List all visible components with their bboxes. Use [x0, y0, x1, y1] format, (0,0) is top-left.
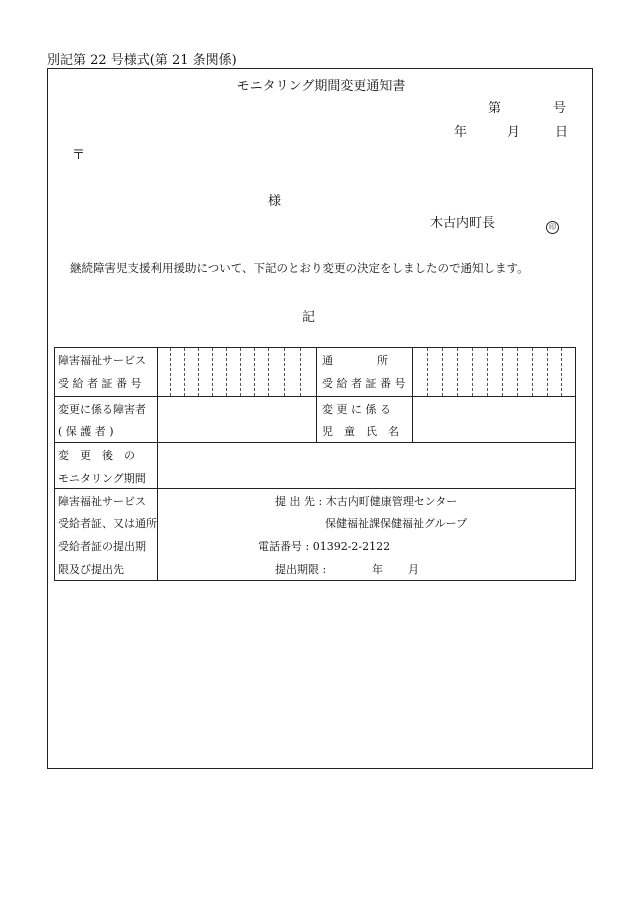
- row1-mid-label-line1: 通 所: [322, 354, 388, 367]
- postal-mark: 〒: [72, 148, 86, 163]
- submit-to: 提 出 先 : 木古内町健康管理センター: [275, 495, 458, 508]
- row2-label-line1: 変更に係る障害者: [58, 403, 146, 416]
- row2-mid-label-line1: 変 更 に 係 る: [322, 403, 391, 416]
- deadline-month: 月: [408, 563, 419, 576]
- date-year: 年: [454, 125, 468, 140]
- row1-label-line1: 障害福祉サービス: [58, 354, 146, 367]
- form-frame: [47, 68, 593, 769]
- issuer-name: 木古内町長: [430, 216, 496, 231]
- row2-label-line2: ( 保 護 者 ): [58, 425, 114, 438]
- number-prefix: 第: [488, 101, 502, 116]
- row4-label-line2: 受給者証、又は通所: [58, 517, 157, 530]
- document-title: モニタリング期間変更通知書: [236, 79, 406, 94]
- date-day: 日: [555, 125, 569, 140]
- number-suffix: 号: [553, 101, 567, 116]
- addressee-suffix: 様: [268, 194, 282, 209]
- row4-label-line1: 障害福祉サービス: [58, 495, 146, 508]
- row3-label-line2: モニタリング期間: [58, 472, 146, 485]
- row1-label-line2: 受 給 者 証 番 号: [58, 377, 142, 390]
- seal-mark: 印: [546, 214, 559, 234]
- row4-label-line3: 受給者証の提出期: [58, 540, 146, 553]
- row3-label-line1: 変 更 後 の: [58, 449, 135, 462]
- form-caption: 別記第 22 号様式(第 21 条関係): [47, 53, 237, 68]
- info-table: [54, 347, 576, 581]
- submit-phone: 電話番号 : 01392-2-2122: [258, 540, 391, 553]
- date-month: 月: [507, 125, 521, 140]
- row1-mid-label-line2: 受 給 者 証 番 号: [322, 377, 406, 390]
- body-text: 継続障害児支援利用援助について、下記のとおり変更の決定をしましたので通知します。: [70, 261, 529, 275]
- submit-deadline: 提出期限 :: [275, 563, 327, 576]
- ki-label: 記: [302, 310, 316, 325]
- row2-mid-label-line2: 児 童 氏 名: [322, 425, 399, 438]
- deadline-year: 年: [372, 563, 383, 576]
- submit-dept: 保健福祉課保健福祉グループ: [325, 517, 468, 530]
- row4-label-line4: 限及び提出先: [58, 563, 124, 576]
